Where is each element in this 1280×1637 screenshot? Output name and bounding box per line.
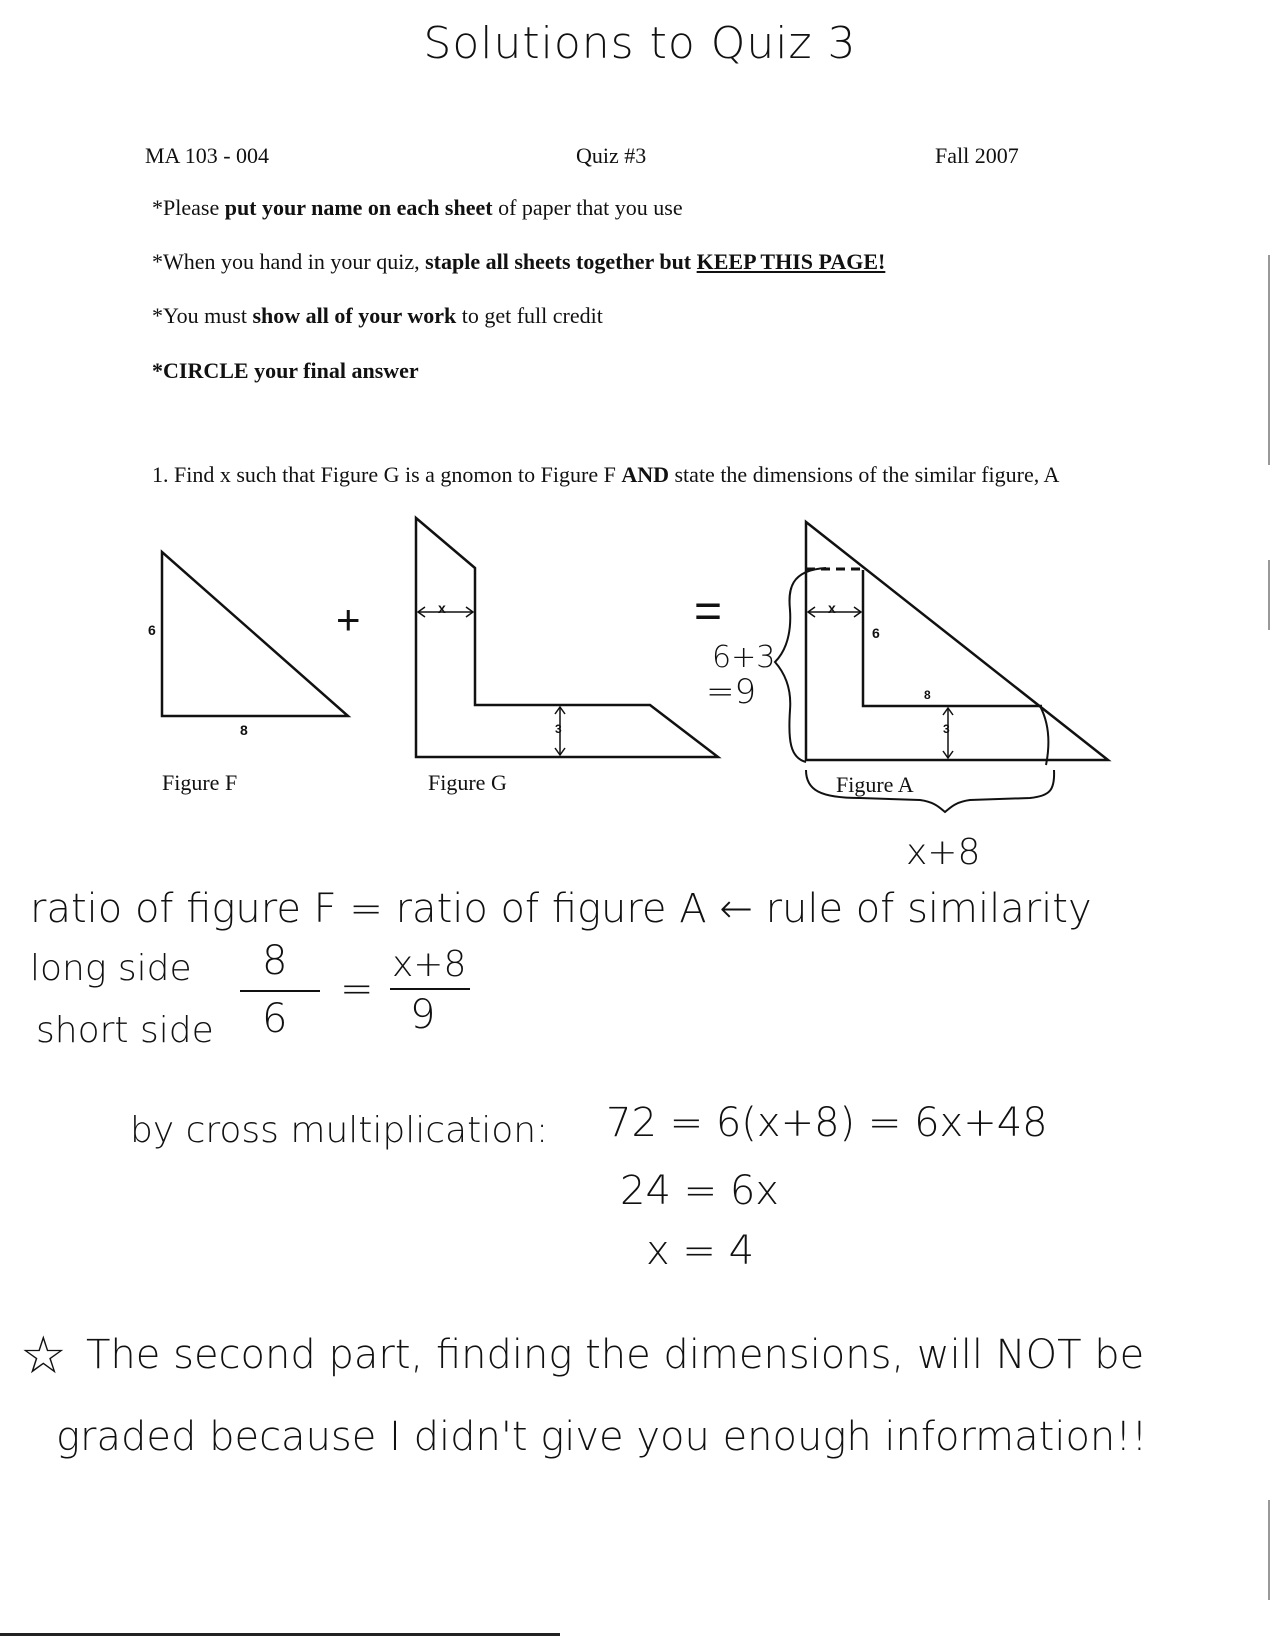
instruction-work: *You must show all of your work to get full credit xyxy=(152,303,603,328)
quiz-number: Quiz #3 xyxy=(576,143,647,168)
fraction-right-denominator: 9 xyxy=(410,992,436,1038)
equals-sign: = xyxy=(694,585,723,638)
figure-a-label: Figure A xyxy=(836,772,914,797)
plus-sign: + xyxy=(336,596,361,643)
note-line-2: graded because I didn't give you enough information!! xyxy=(56,1414,1148,1460)
term: Fall 2007 xyxy=(935,143,1019,168)
fraction-left-numerator: 8 xyxy=(262,938,288,984)
width-arc xyxy=(1040,706,1048,765)
figure-g-3-label: 3 xyxy=(555,722,562,736)
height-note-6-plus-3: 6+3 xyxy=(712,640,776,675)
short-side-label: short side xyxy=(36,1010,214,1051)
long-side-label: long side xyxy=(30,948,192,989)
fraction-left-denominator: 6 xyxy=(262,996,288,1042)
equation-2: 24 = 6x xyxy=(620,1168,779,1214)
instruction-circle: *CIRCLE your final answer xyxy=(152,358,419,383)
fraction-left-bar xyxy=(240,990,320,992)
fraction-right-bar xyxy=(390,988,470,990)
height-note-equals-9: =9 xyxy=(706,672,757,712)
course-code: MA 103 - 004 xyxy=(145,143,270,168)
question-1: 1. Find x such that Figure G is a gnomon to Figure F AND state the dimensions of the similar figure, A xyxy=(152,462,1060,487)
scan-edge-mark xyxy=(1268,560,1270,630)
note-line-1: The second part, finding the dimensions, will NOT be xyxy=(86,1332,1145,1378)
figure-f-side-8: 8 xyxy=(240,722,248,738)
width-note: x+8 xyxy=(906,832,981,873)
scan-edge-mark xyxy=(1268,255,1270,465)
height-brace xyxy=(775,568,826,762)
star-icon: ☆ xyxy=(20,1326,67,1386)
instruction-staple: *When you hand in your quiz, staple all sheets together but KEEP THIS PAGE! xyxy=(152,249,886,274)
equation-3-answer: x = 4 xyxy=(646,1228,755,1274)
equation-1: 72 = 6(x+8) = 6x+48 xyxy=(606,1100,1048,1146)
cross-multiplication-label: by cross multiplication: xyxy=(130,1110,549,1151)
figure-a-side-6: 6 xyxy=(872,625,880,641)
fraction-equals: = xyxy=(340,966,374,1012)
figure-a-3-label: 3 xyxy=(943,722,950,736)
bottom-rule xyxy=(0,1633,560,1636)
page-title: Solutions to Quiz 3 xyxy=(423,18,857,69)
figure-f-label: Figure F xyxy=(162,770,238,795)
instruction-name: *Please put your name on each sheet of paper that you use xyxy=(152,195,683,220)
figure-g-shape xyxy=(416,518,718,757)
figure-a-side-8: 8 xyxy=(924,688,931,702)
fraction-right-numerator: x+8 xyxy=(392,944,467,985)
figure-a-triangle xyxy=(806,522,1108,760)
figure-g-label: Figure G xyxy=(428,770,507,795)
ratio-statement: ratio of figure F = ratio of figure A ← rule of similarity xyxy=(30,886,1092,932)
figure-a-x-label: x xyxy=(828,600,836,616)
figure-f-triangle xyxy=(162,552,348,716)
figure-g-x-label: x xyxy=(438,600,446,616)
figure-f-side-6: 6 xyxy=(148,622,156,638)
scan-edge-mark xyxy=(1268,1500,1270,1600)
